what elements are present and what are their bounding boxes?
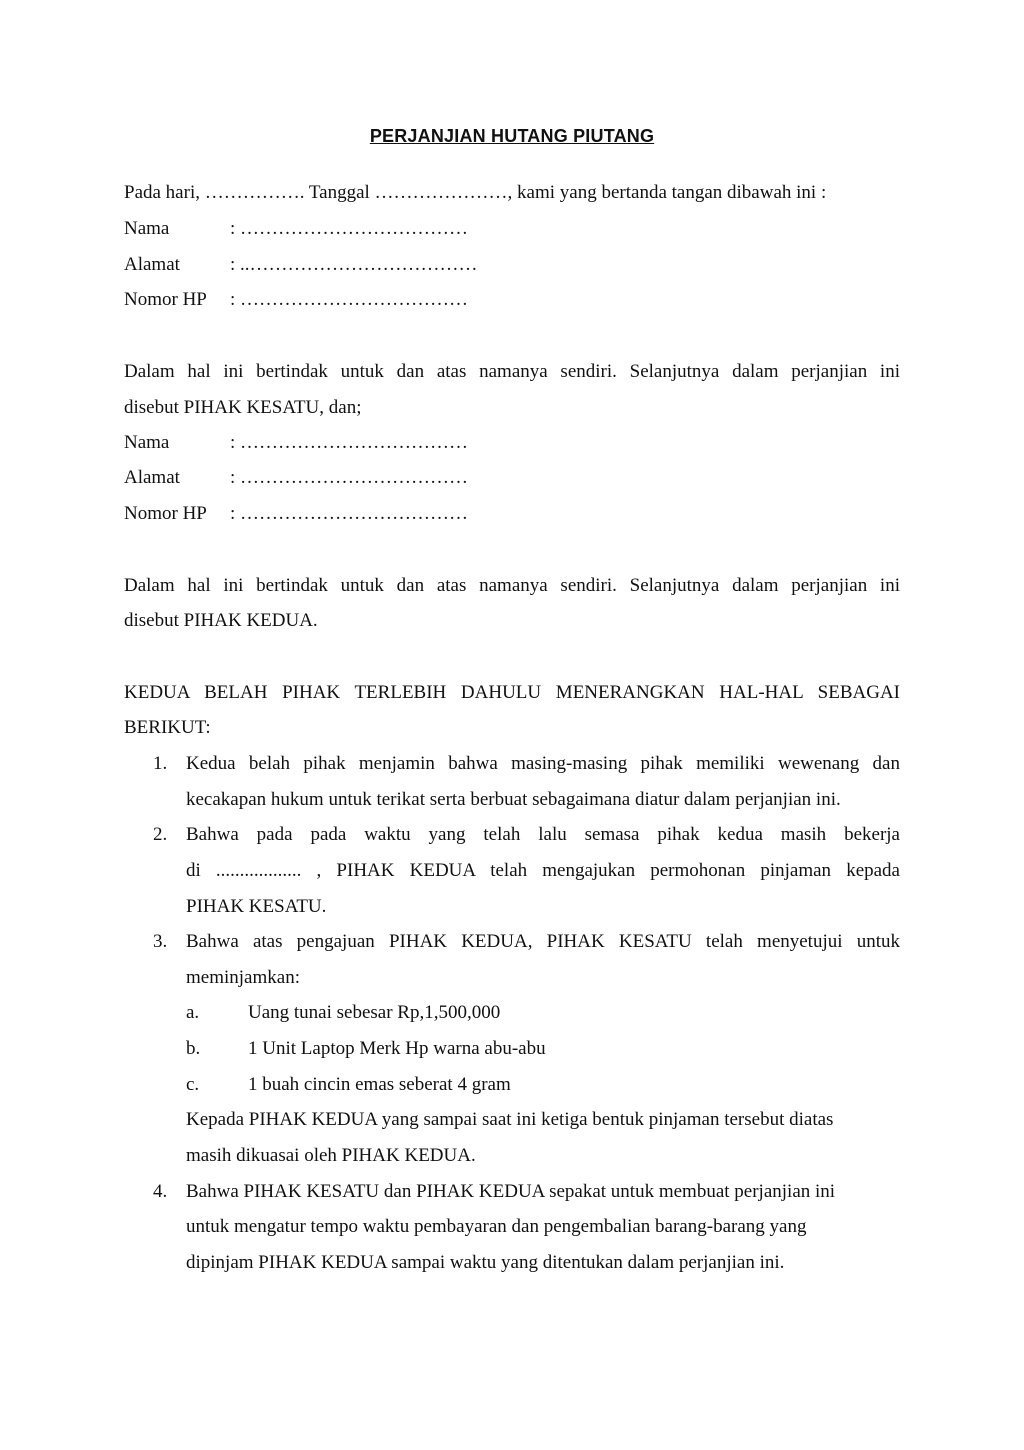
party1-alamat-value: : ..……………………………… [230,254,478,275]
list-item-number: 4. [153,1181,168,1202]
party2-hp-row [124,503,468,525]
list-item-1-line1: Kedua belah pihak menjamin bahwa masing-masing pihak memiliki wewenang dan [186,753,900,774]
party2-alamat-label: Alamat [124,467,180,488]
sub-item-text: 1 Unit Laptop Merk Hp warna abu-abu [248,1038,546,1059]
sub-item-text: 1 buah cincin emas seberat 4 gram [248,1074,511,1095]
party1-hp-row [124,289,468,311]
party2-statement-line1: Dalam hal ini bertindak untuk dan atas namanya sendiri. Selanjutnya dalam perjanjian ini [124,575,900,596]
list-item-number: 3. [153,931,168,952]
party2-nama-row [124,432,468,454]
party2-alamat-row [124,467,468,489]
party2-statement-line2: disebut PIHAK KEDUA. [124,610,318,631]
section-heading-line2: BERIKUT: [124,717,211,738]
party1-hp-label: Nomor HP [124,289,207,310]
party1-statement-line2: disebut PIHAK KESATU, dan; [124,397,362,418]
list-item-4-line1: Bahwa PIHAK KESATU dan PIHAK KEDUA sepakat untuk membuat perjanjian ini [186,1181,836,1202]
party1-statement-line1: Dalam hal ini bertindak untuk dan atas namanya sendiri. Selanjutnya dalam perjanjian ini [124,361,900,382]
party2-nama-label: Nama [124,432,170,453]
party1-nama-row [124,218,468,240]
list-item-4-line3: dipinjam PIHAK KEDUA sampai waktu yang ditentukan dalam perjanjian ini. [186,1252,785,1273]
party1-nama-value: : ……………………………… [230,218,469,239]
sub-item-letter: b. [186,1038,201,1059]
list-item-number: 2. [153,824,168,845]
party2-nama-value: : ……………………………… [230,432,469,453]
sub-item-letter: c. [186,1074,200,1095]
section-heading-line1: KEDUA BELAH PIHAK TERLEBIH DAHULU MENERANGKAN HAL-HAL SEBAGAI [124,682,900,703]
list-item-3-line1: Bahwa atas pengajuan PIHAK KEDUA, PIHAK KESATU telah menyetujui untuk [186,931,900,952]
intro-text: Pada hari, ……………. Tanggal …………………, kami yang bertanda tangan dibawah ini : [124,182,827,203]
party2-hp-label: Nomor HP [124,503,207,524]
party2-alamat-value: : ……………………………… [230,467,469,488]
list-item-2-line1: Bahwa pada pada waktu yang telah lalu semasa pihak kedua masih bekerja [186,824,900,845]
party1-alamat-label: Alamat [124,254,180,275]
party1-nama-label: Nama [124,218,170,239]
list-item-4-line2: untuk mengatur tempo waktu pembayaran dan pengembalian barang-barang yang [186,1216,807,1237]
sub-item-letter: a. [186,1002,200,1023]
list-item-3-line2: meminjamkan: [186,967,300,988]
list-item-1-line2: kecakapan hukum untuk terikat serta berbuat sebagaimana diatur dalam perjanjian ini. [186,789,841,810]
list-item-number: 1. [153,753,168,774]
party2-hp-value: : ……………………………… [230,503,469,524]
party1-hp-value: : ……………………………… [230,289,469,310]
list-item-2-line3: PIHAK KESATU. [186,896,327,917]
list-item-2-line2: di .................. , PIHAK KEDUA telah mengajukan permohonan pinjaman kepada [186,860,900,881]
document-title: PERJANJIAN HUTANG PIUTANG [369,126,655,146]
party1-alamat-row [124,254,478,276]
list-item-3-after-line2: masih dikuasai oleh PIHAK KEDUA. [186,1145,476,1166]
sub-item-text: Uang tunai sebesar Rp,1,500,000 [248,1002,501,1023]
list-item-3-after-line1: Kepada PIHAK KEDUA yang sampai saat ini ketiga bentuk pinjaman tersebut diatas [186,1109,834,1130]
